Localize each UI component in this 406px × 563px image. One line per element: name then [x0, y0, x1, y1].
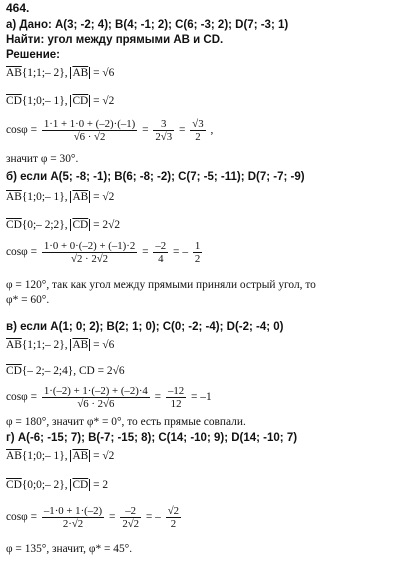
vector-cd-coords: {1;0;– 1} [21, 95, 65, 107]
part-g-cd-line: $\overline{CD}\{0;0;-$ 2}, $\overline{CD} = 2$ [6, 479, 109, 491]
part-v-conclusion: φ = 180°, значит φ* = 0°, то есть прямые совпали. [6, 416, 246, 428]
fraction-3: $\frac{√3}{2}$ [192, 118, 204, 143]
part-a-given: а) Дано: A(3; -2; 4); B(4; -1; 2); C(6; -3; 2); D(7; -3; 1) [6, 19, 289, 31]
vector-ab-abs: $\overline{AB}$ [72, 67, 89, 79]
fraction-2: $\frac{3}{2√3}$ [155, 118, 173, 143]
problem-number: 464. [6, 1, 30, 15]
cos-label: cosφ = [6, 123, 38, 136]
part-a-cos-formula: cosφ = $\frac{1\cdot 1 + 1\cdot 0 + (-2)\cdot(-1)}{√6 \cdot √2}$ = $\frac{3}{2√3}$ = $\frac{√3}{2}$ , [6, 118, 214, 143]
part-b-cos-formula: cosφ = $\frac{1\cdot 0 + 0\cdot(-2) + (-1)\cdot 2}{√2 \cdot 2√2}$ = $\frac{-2}{4}$ = – $\frac{1}{2}$ [6, 240, 201, 265]
part-a-ab-line: $\overline{AB}\{1;1;-$ 2}, $\overline{AB} = √6$ [6, 67, 115, 79]
part-g-cos-formula: cosφ = $\frac{-1\cdot 0 + 1\cdot(-2)}{2\cdot√2}$ = $\frac{-2}{2√2}$ = – $\frac{√2}{2}$ [6, 505, 180, 530]
part-a-conclusion: значит φ = 30°. [6, 153, 79, 165]
vector-ab: $\overline{AB}$ [6, 67, 22, 79]
part-v-given: в) если A(1; 0; 2); B(2; 1; 0); C(0; -2; -4); D(-2; -4; 0) [6, 321, 284, 333]
part-b-line1: φ = 120°, так как угол между прямыми приняли острый угол, то [6, 279, 316, 291]
part-g-conclusion: φ = 135°, значит, φ* = 45°. [6, 543, 133, 555]
part-g-given: г) A(-6; -15; 7); B(-7; -15; 8); C(14; -10; 9); D(14; -10; 7) [6, 432, 298, 444]
part-a-cd-line: $\overline{CD}\{1;0;-$ 1}, $\overline{CD} = √2$ [6, 95, 115, 107]
part-v-ab-line: $\overline{AB}\{1;1;-$ 2}, $\overline{AB} = √6$ [6, 339, 115, 351]
vector-cd-length: = √2 [93, 95, 115, 107]
part-v-cd-line: $\overline{CD}\{-$ 2;– 2;4}, CD = 2√6 [6, 365, 125, 377]
part-b-given: б) если A(5; -8; -1); B(6; -8; -2); C(7; -5; -11); D(7; -7; -9) [6, 171, 305, 183]
part-a-find: Найти: угол между прямыми AB и CD. [6, 34, 224, 46]
vector-ab-coords: {1;1;– 2} [21, 67, 65, 79]
fraction-1: $\frac{1\cdot 1 + 1\cdot 0 + (-2)\cdot(-1)}{√6 \cdot √2}$ [43, 118, 136, 143]
part-b-ab-line: $\overline{AB}\{1;0;-$ 1}, $\overline{AB} = √2$ [6, 191, 115, 203]
vector-cd: $\overline{CD}$ [6, 95, 22, 107]
part-b-line2: φ* = 60°. [6, 294, 50, 306]
part-v-cos-formula: cosφ = $\frac{1\cdot(-2) + 1\cdot(-2) + (-2)\cdot 4}{√6 \cdot 2√6}$ = $\frac{-12}{12}$ = –1 [6, 385, 212, 410]
part-b-cd-line: $\overline{CD}\{0;-$ 2;2}, $\overline{CD} = 2√2$ [6, 219, 121, 231]
vector-ab-length: = √6 [93, 67, 115, 79]
part-g-ab-line: $\overline{AB}\{1;0;-$ 1}, $\overline{AB} = √2$ [6, 450, 115, 462]
vector-cd-abs: $\overline{CD}$ [72, 95, 89, 107]
part-a-solution-label: Решение: [6, 49, 61, 61]
